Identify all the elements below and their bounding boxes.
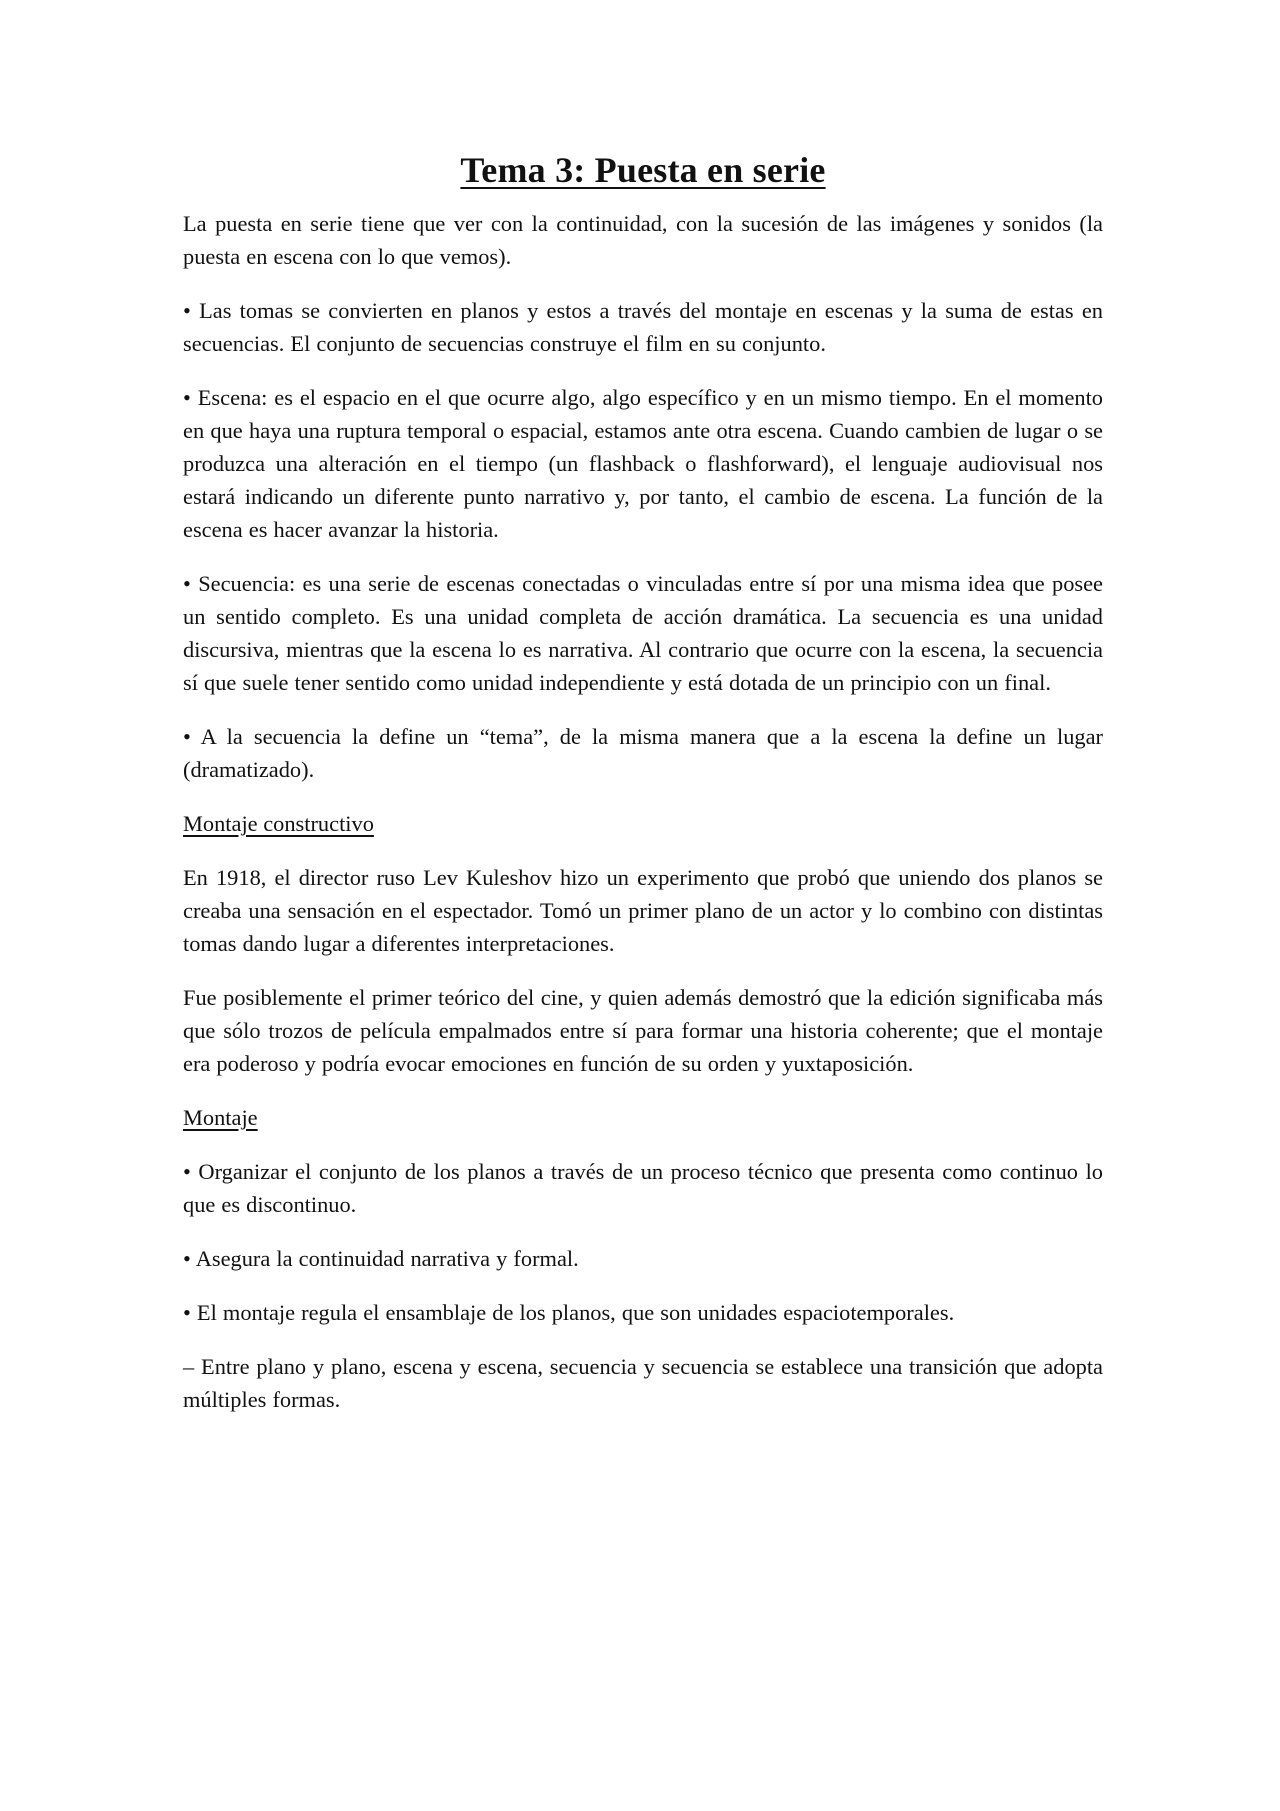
section-heading-montaje-constructivo: Montaje constructivo bbox=[183, 811, 374, 836]
paragraph-tomas: • Las tomas se convierten en planos y estos a través del montaje en escenas y la suma de estas en secuencias. El conjunto de secuencias construye el film en su conjunto. bbox=[183, 298, 1103, 356]
paragraph-teorico: Fue posiblemente el primer teórico del cine, y quien además demostró que la edición significaba más que sólo trozos de película empalmados entre sí para formar una historia coherente; que el montaje era poderoso y podría evocar emociones en función de su orden y yuxtaposición. bbox=[183, 985, 1103, 1076]
paragraph-intro: La puesta en serie tiene que ver con la continuidad, con la sucesión de las imágenes y sonidos (la puesta en escena con lo que vemos). bbox=[183, 211, 1103, 269]
section-heading-montaje: Montaje bbox=[183, 1105, 258, 1130]
paragraph-kuleshov: En 1918, el director ruso Lev Kuleshov hizo un experimento que probó que uniendo dos planos se creaba una sensación en el espectador. Tomó un primer plano de un actor y lo combino con distintas tomas dando lugar a diferentes interpretaciones. bbox=[183, 865, 1103, 956]
paragraph-regula: • El montaje regula el ensamblaje de los planos, que son unidades espaciotemporales. bbox=[183, 1300, 955, 1325]
paragraph-asegura: • Asegura la continuidad narrativa y formal. bbox=[183, 1246, 579, 1271]
paragraph-transicion: – Entre plano y plano, escena y escena, secuencia y secuencia se establece una transición que adopta múltiples formas. bbox=[183, 1354, 1103, 1412]
paragraph-organizar: • Organizar el conjunto de los planos a través de un proceso técnico que presenta como continuo lo que es discontinuo. bbox=[183, 1159, 1103, 1217]
page-title: Tema 3: Puesta en serie bbox=[460, 150, 826, 190]
paragraph-escena: • Escena: es el espacio en el que ocurre algo, algo específico y en un mismo tiempo. En el momento en que haya una ruptura temporal o espacial, estamos ante otra escena. Cuando cambien de lugar o se produzca una alteración en el tiempo (un flashback o flashforward), el lenguaje audiovisual nos estará indicando un diferente punto narrativo y, por tanto, el cambio de escena. La función de la escena es hacer avanzar la historia. bbox=[183, 385, 1103, 542]
paragraph-tema: • A la secuencia la define un “tema”, de la misma manera que a la escena la define un lugar (dramatizado). bbox=[183, 724, 1103, 782]
document-body bbox=[183, 148, 1103, 1437]
paragraph-secuencia: • Secuencia: es una serie de escenas conectadas o vinculadas entre sí por una misma idea que posee un sentido completo. Es una unidad completa de acción dramática. La secuencia es una unidad discursiva, mientras que la escena lo es narrativa. Al contrario que ocurre con la escena, la secuencia sí que suele tener sentido como unidad independiente y está dotada de un principio con un final. bbox=[183, 571, 1103, 695]
